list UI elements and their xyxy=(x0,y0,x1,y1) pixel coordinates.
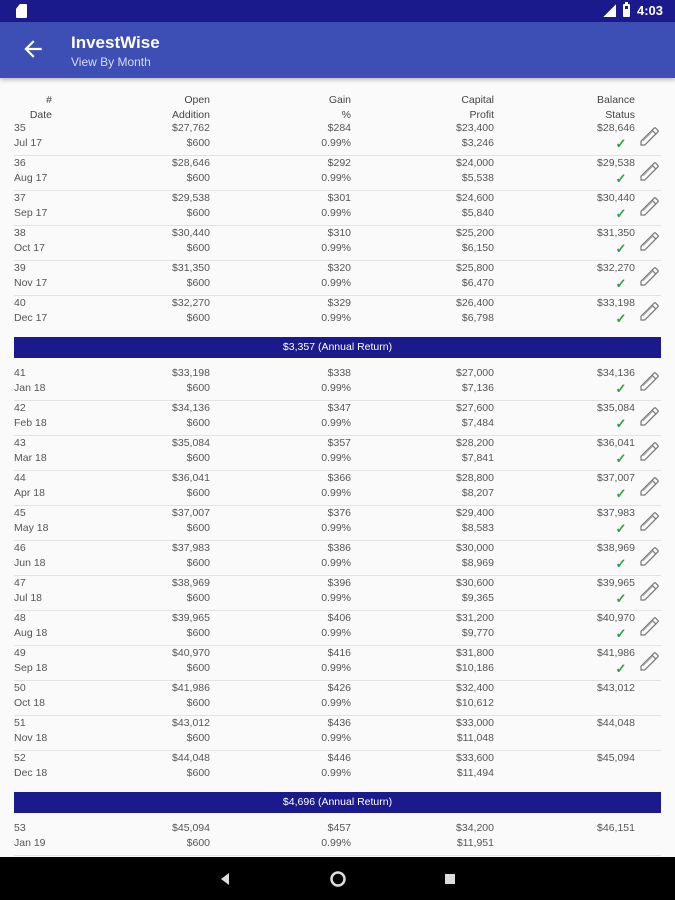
check-icon: ✓ xyxy=(615,171,627,186)
row-number: 45 xyxy=(14,507,26,519)
row-profit: $8,207 xyxy=(461,487,494,499)
row-capital: $31,200 xyxy=(456,612,494,624)
row-number: 53 xyxy=(14,822,26,834)
check-icon: ✓ xyxy=(615,381,627,396)
row-capital: $31,800 xyxy=(456,647,494,659)
header-balance: Balance xyxy=(597,94,635,106)
row-date: Nov 18 xyxy=(14,732,48,744)
header-addition: Addition xyxy=(172,109,210,121)
table-row[interactable] xyxy=(0,435,675,470)
row-number: 50 xyxy=(14,682,26,694)
row-date: Aug 18 xyxy=(14,627,48,639)
row-addition: $600 xyxy=(186,662,210,674)
row-capital: $27,600 xyxy=(456,402,494,414)
row-profit: $7,484 xyxy=(461,417,494,429)
header-profit: Profit xyxy=(469,109,494,121)
row-open: $35,084 xyxy=(172,437,210,449)
row-gain: $406 xyxy=(327,612,351,624)
row-date: Feb 18 xyxy=(14,417,47,429)
row-number: 46 xyxy=(14,542,26,554)
row-balance: $29,538 xyxy=(597,157,635,169)
check-icon: ✓ xyxy=(615,241,627,256)
row-number: 44 xyxy=(14,472,26,484)
sim-card-icon xyxy=(16,4,27,18)
row-profit: $5,840 xyxy=(461,207,494,219)
row-open: $27,762 xyxy=(172,122,210,134)
row-addition: $600 xyxy=(186,592,210,604)
row-capital: $24,000 xyxy=(456,157,494,169)
row-addition: $600 xyxy=(186,627,210,639)
row-profit: $5,538 xyxy=(461,172,494,184)
row-date: Mar 18 xyxy=(14,452,47,464)
battery-icon xyxy=(623,4,630,17)
row-date: Jan 19 xyxy=(14,837,46,849)
table-row[interactable] xyxy=(0,470,675,505)
row-number: 42 xyxy=(14,402,26,414)
check-icon: ✓ xyxy=(615,591,627,606)
row-date: Jan 18 xyxy=(14,382,46,394)
row-profit: $9,365 xyxy=(461,592,494,604)
status-bar xyxy=(0,0,675,22)
row-date: Oct 18 xyxy=(14,697,45,709)
row-gain: $457 xyxy=(327,822,351,834)
check-icon: ✓ xyxy=(615,556,627,571)
row-number: 52 xyxy=(14,752,26,764)
app-bar xyxy=(0,22,675,78)
row-balance: $43,012 xyxy=(597,682,635,694)
row-profit: $3,246 xyxy=(461,137,494,149)
row-gain: $436 xyxy=(327,717,351,729)
header-date: Date xyxy=(29,109,52,121)
row-balance: $38,969 xyxy=(597,542,635,554)
month-table[interactable] xyxy=(0,78,675,857)
table-row[interactable] xyxy=(0,505,675,540)
table-row[interactable] xyxy=(0,680,675,715)
row-date: Sep 18 xyxy=(14,662,48,674)
row-gain-percent: 0.99% xyxy=(321,137,351,149)
row-open: $32,270 xyxy=(172,297,210,309)
table-row[interactable] xyxy=(0,820,675,855)
row-number: 49 xyxy=(14,647,26,659)
system-nav-bar xyxy=(0,857,675,900)
row-gain: $426 xyxy=(327,682,351,694)
table-row[interactable] xyxy=(0,120,675,155)
row-profit: $10,186 xyxy=(456,662,494,674)
row-gain-percent: 0.99% xyxy=(321,837,351,849)
row-capital: $27,000 xyxy=(456,367,494,379)
row-open: $45,094 xyxy=(172,822,210,834)
row-balance: $40,970 xyxy=(597,612,635,624)
row-balance: $37,007 xyxy=(597,472,635,484)
row-date: Sep 17 xyxy=(14,207,48,219)
check-icon: ✓ xyxy=(615,276,627,291)
row-gain-percent: 0.99% xyxy=(321,592,351,604)
pencil-edit-icon[interactable] xyxy=(638,544,662,568)
row-date: May 18 xyxy=(14,522,49,534)
row-gain-percent: 0.99% xyxy=(321,697,351,709)
row-addition: $600 xyxy=(186,207,210,219)
row-addition: $600 xyxy=(186,522,210,534)
row-balance: $35,084 xyxy=(597,402,635,414)
row-gain: $292 xyxy=(327,157,351,169)
table-row[interactable] xyxy=(0,260,675,295)
row-capital: $25,800 xyxy=(456,262,494,274)
row-balance: $31,350 xyxy=(597,227,635,239)
row-gain: $284 xyxy=(327,122,351,134)
row-capital: $32,400 xyxy=(456,682,494,694)
row-number: 40 xyxy=(14,297,26,309)
pencil-edit-icon[interactable] xyxy=(638,649,662,673)
row-number: 41 xyxy=(14,367,26,379)
signal-icon xyxy=(603,4,616,17)
check-icon: ✓ xyxy=(615,451,627,466)
row-gain: $301 xyxy=(327,192,351,204)
check-icon: ✓ xyxy=(615,206,627,221)
row-gain: $446 xyxy=(327,752,351,764)
row-capital: $29,400 xyxy=(456,507,494,519)
table-row[interactable] xyxy=(0,540,675,575)
row-profit: $10,612 xyxy=(456,697,494,709)
row-date: Nov 17 xyxy=(14,277,48,289)
row-gain: $376 xyxy=(327,507,351,519)
annual-return-banner: $3,357 (Annual Return) xyxy=(14,337,661,358)
row-balance: $36,041 xyxy=(597,437,635,449)
row-date: Jul 17 xyxy=(14,137,43,149)
row-addition: $600 xyxy=(186,837,210,849)
row-open: $39,965 xyxy=(172,612,210,624)
row-profit: $9,770 xyxy=(461,627,494,639)
row-gain: $396 xyxy=(327,577,351,589)
row-number: 47 xyxy=(14,577,26,589)
row-open: $34,136 xyxy=(172,402,210,414)
pencil-edit-icon[interactable] xyxy=(638,404,662,428)
row-gain-percent: 0.99% xyxy=(321,452,351,464)
row-gain: $310 xyxy=(327,227,351,239)
row-gain: $347 xyxy=(327,402,351,414)
header-num: # xyxy=(46,94,52,106)
row-date: Oct 17 xyxy=(14,242,45,254)
row-date: Dec 17 xyxy=(14,312,48,324)
row-profit: $8,969 xyxy=(461,557,494,569)
pencil-edit-icon[interactable] xyxy=(638,439,662,463)
row-addition: $600 xyxy=(186,417,210,429)
row-balance: $28,646 xyxy=(597,122,635,134)
header-status: Status xyxy=(605,109,635,121)
row-capital: $33,000 xyxy=(456,717,494,729)
row-addition: $600 xyxy=(186,137,210,149)
row-capital: $28,800 xyxy=(456,472,494,484)
row-profit: $7,841 xyxy=(461,452,494,464)
pencil-edit-icon[interactable] xyxy=(638,474,662,498)
row-profit: $11,951 xyxy=(456,837,494,849)
row-gain-percent: 0.99% xyxy=(321,557,351,569)
pencil-edit-icon[interactable] xyxy=(638,509,662,533)
back-triangle-icon[interactable] xyxy=(215,869,235,889)
row-addition: $600 xyxy=(186,732,210,744)
row-capital: $34,200 xyxy=(456,822,494,834)
row-gain-percent: 0.99% xyxy=(321,767,351,779)
row-number: 36 xyxy=(14,157,26,169)
pencil-edit-icon[interactable] xyxy=(638,264,662,288)
row-capital: $25,200 xyxy=(456,227,494,239)
row-profit: $11,494 xyxy=(456,767,494,779)
row-number: 37 xyxy=(14,192,26,204)
app-title: InvestWise xyxy=(71,33,160,52)
row-gain-percent: 0.99% xyxy=(321,417,351,429)
row-date: Aug 17 xyxy=(14,172,48,184)
pencil-edit-icon[interactable] xyxy=(638,229,662,253)
row-gain-percent: 0.99% xyxy=(321,242,351,254)
row-gain: $320 xyxy=(327,262,351,274)
row-open: $41,986 xyxy=(172,682,210,694)
table-row[interactable] xyxy=(0,365,675,400)
header-gain: Gain xyxy=(328,94,351,106)
row-capital: $30,000 xyxy=(456,542,494,554)
row-balance: $39,965 xyxy=(597,577,635,589)
row-addition: $600 xyxy=(186,487,210,499)
row-number: 43 xyxy=(14,437,26,449)
row-addition: $600 xyxy=(186,452,210,464)
pencil-edit-icon[interactable] xyxy=(638,299,662,323)
row-profit: $11,048 xyxy=(456,732,494,744)
row-capital: $26,400 xyxy=(456,297,494,309)
row-gain-percent: 0.99% xyxy=(321,732,351,744)
row-capital: $24,600 xyxy=(456,192,494,204)
row-number: 35 xyxy=(14,122,26,134)
home-circle-icon[interactable] xyxy=(328,869,348,889)
row-date: Jun 18 xyxy=(14,557,46,569)
row-gain-percent: 0.99% xyxy=(321,627,351,639)
row-number: 51 xyxy=(14,717,26,729)
row-profit: $8,583 xyxy=(461,522,494,534)
row-profit: $6,150 xyxy=(461,242,494,254)
table-row[interactable] xyxy=(0,155,675,190)
check-icon: ✓ xyxy=(615,416,627,431)
table-row[interactable] xyxy=(0,575,675,610)
check-icon: ✓ xyxy=(615,661,627,676)
row-balance: $46,151 xyxy=(597,822,635,834)
pencil-edit-icon[interactable] xyxy=(638,579,662,603)
row-capital: $33,600 xyxy=(456,752,494,764)
row-number: 38 xyxy=(14,227,26,239)
row-open: $36,041 xyxy=(172,472,210,484)
row-balance: $32,270 xyxy=(597,262,635,274)
arrow-back-icon[interactable] xyxy=(20,36,46,62)
row-gain: $329 xyxy=(327,297,351,309)
row-profit: $6,798 xyxy=(461,312,494,324)
row-date: Apr 18 xyxy=(14,487,45,499)
row-open: $31,350 xyxy=(172,262,210,274)
row-gain-percent: 0.99% xyxy=(321,662,351,674)
table-row[interactable] xyxy=(0,295,675,330)
row-profit: $6,470 xyxy=(461,277,494,289)
pencil-edit-icon[interactable] xyxy=(638,614,662,638)
row-balance: $41,986 xyxy=(597,647,635,659)
recents-square-icon[interactable] xyxy=(440,869,460,889)
table-row[interactable] xyxy=(0,715,675,750)
row-open: $33,198 xyxy=(172,367,210,379)
table-row[interactable] xyxy=(0,750,675,785)
app-subtitle: View By Month xyxy=(71,55,151,69)
pencil-edit-icon[interactable] xyxy=(638,124,662,148)
row-profit: $7,136 xyxy=(461,382,494,394)
row-open: $44,048 xyxy=(172,752,210,764)
row-open: $28,646 xyxy=(172,157,210,169)
row-addition: $600 xyxy=(186,382,210,394)
row-addition: $600 xyxy=(186,312,210,324)
row-capital: $23,400 xyxy=(456,122,494,134)
header-open: Open xyxy=(184,94,210,106)
check-icon: ✓ xyxy=(615,486,627,501)
row-addition: $600 xyxy=(186,172,210,184)
table-row[interactable] xyxy=(0,225,675,260)
row-number: 48 xyxy=(14,612,26,624)
row-balance: $37,983 xyxy=(597,507,635,519)
row-gain-percent: 0.99% xyxy=(321,172,351,184)
row-balance: $45,094 xyxy=(597,752,635,764)
row-gain: $386 xyxy=(327,542,351,554)
row-gain-percent: 0.99% xyxy=(321,487,351,499)
row-addition: $600 xyxy=(186,767,210,779)
row-balance: $34,136 xyxy=(597,367,635,379)
row-capital: $30,600 xyxy=(456,577,494,589)
row-date: Jul 18 xyxy=(14,592,43,604)
table-row[interactable] xyxy=(0,190,675,225)
row-addition: $600 xyxy=(186,557,210,569)
row-gain-percent: 0.99% xyxy=(321,312,351,324)
row-open: $43,012 xyxy=(172,717,210,729)
row-balance: $44,048 xyxy=(597,717,635,729)
row-open: $29,538 xyxy=(172,192,210,204)
header-capital: Capital xyxy=(461,94,494,106)
row-addition: $600 xyxy=(186,242,210,254)
table-row[interactable] xyxy=(0,400,675,435)
check-icon: ✓ xyxy=(615,311,627,326)
row-gain: $338 xyxy=(327,367,351,379)
check-icon: ✓ xyxy=(615,626,627,641)
pencil-edit-icon[interactable] xyxy=(638,159,662,183)
pencil-edit-icon[interactable] xyxy=(638,194,662,218)
row-addition: $600 xyxy=(186,697,210,709)
row-capital: $28,200 xyxy=(456,437,494,449)
row-number: 39 xyxy=(14,262,26,274)
row-gain: $357 xyxy=(327,437,351,449)
pencil-edit-icon[interactable] xyxy=(638,369,662,393)
row-open: $30,440 xyxy=(172,227,210,239)
header-percent: % xyxy=(341,109,351,121)
row-open: $37,007 xyxy=(172,507,210,519)
row-date: Dec 18 xyxy=(14,767,48,779)
annual-return-banner: $4,696 (Annual Return) xyxy=(14,792,661,813)
row-gain: $416 xyxy=(327,647,351,659)
row-gain-percent: 0.99% xyxy=(321,522,351,534)
row-gain-percent: 0.99% xyxy=(321,382,351,394)
table-row[interactable] xyxy=(0,645,675,680)
check-icon: ✓ xyxy=(615,136,627,151)
status-time: 4:03 xyxy=(636,3,663,18)
table-row[interactable] xyxy=(0,610,675,645)
row-addition: $600 xyxy=(186,277,210,289)
row-gain: $366 xyxy=(327,472,351,484)
row-open: $37,983 xyxy=(172,542,210,554)
row-balance: $30,440 xyxy=(597,192,635,204)
row-balance: $33,198 xyxy=(597,297,635,309)
row-gain-percent: 0.99% xyxy=(321,277,351,289)
row-open: $38,969 xyxy=(172,577,210,589)
row-open: $40,970 xyxy=(172,647,210,659)
row-gain-percent: 0.99% xyxy=(321,207,351,219)
check-icon: ✓ xyxy=(615,521,627,536)
